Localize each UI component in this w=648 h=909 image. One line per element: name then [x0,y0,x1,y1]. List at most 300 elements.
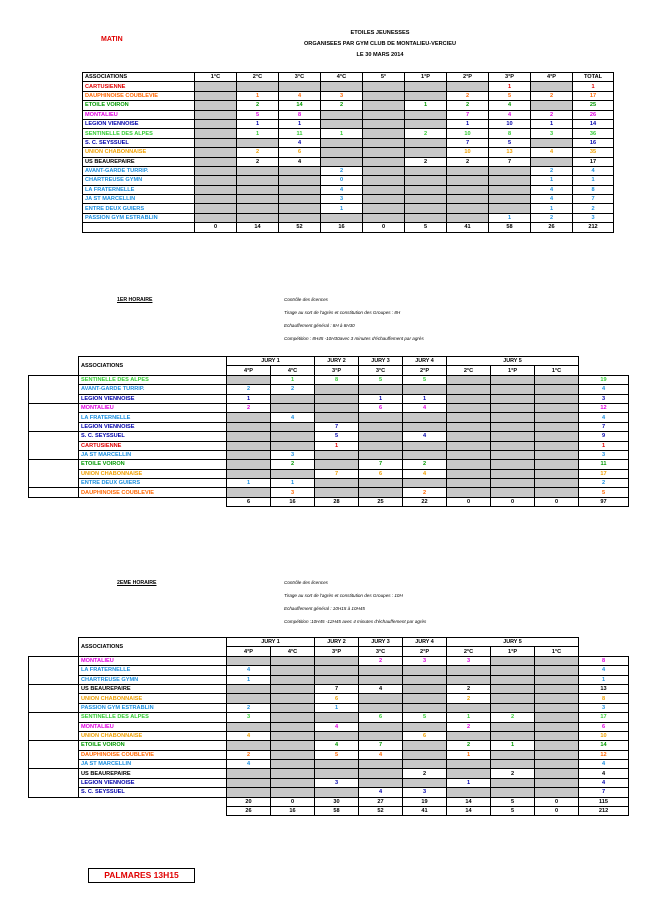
count-cell [403,778,447,787]
count-cell: 1 [237,129,279,138]
count-cell: 7 [447,110,489,119]
column-header: 4°P [531,73,573,82]
count-cell [271,760,315,769]
association-name: S. C. SEYSSUEL [79,432,227,441]
count-cell [535,441,579,450]
total-cell: 5 [405,223,447,232]
table-row [29,760,629,769]
association-name: DAUPHINOISE COUBLEVIE [79,750,227,759]
blank-cell [579,647,629,656]
count-cell [271,788,315,797]
count-cell [359,769,403,778]
association-name: CHARTREUSE GYMN [79,675,227,684]
count-cell [271,394,315,403]
count-cell: 1 [531,204,573,213]
count-cell [447,488,491,497]
blank-cell [29,713,79,722]
count-cell: 4 [489,101,531,110]
table-row [83,176,614,185]
count-cell: 4 [271,413,315,422]
total-cell: 7 [573,195,614,204]
count-cell [359,441,403,450]
count-cell: 4 [531,185,573,194]
count-cell [363,91,405,100]
count-cell: 5 [237,110,279,119]
table-row [83,110,614,119]
horaire1-note: Compétition : 8H45 -10H30avec 3 minutes d'échauffement par agrès [284,336,424,341]
count-cell [491,694,535,703]
count-cell [237,204,279,213]
blank-cell [29,403,79,412]
blank-cell [29,638,79,647]
count-cell: 4 [279,157,321,166]
count-cell: 7 [315,469,359,478]
count-cell [403,385,447,394]
column-header: 3°P [315,366,359,375]
association-name: LEGION VIENNOISE [79,422,227,431]
count-cell [447,385,491,394]
count-cell [491,413,535,422]
count-cell: 3 [321,195,363,204]
totals-row [29,807,629,816]
count-cell [279,176,321,185]
total-cell: 4 [579,778,629,787]
count-cell: 4 [279,91,321,100]
count-cell: 2 [447,101,489,110]
count-cell [321,138,363,147]
count-cell: 4 [315,722,359,731]
table-row [29,375,629,384]
total-cell: 14 [237,223,279,232]
count-cell [315,675,359,684]
count-cell: 4 [403,469,447,478]
count-cell [535,666,579,675]
count-cell [359,694,403,703]
count-cell [405,185,447,194]
total-cell: 8 [579,656,629,665]
jury-header: JURY 1 [227,638,315,647]
count-cell [405,204,447,213]
count-cell: 3 [447,656,491,665]
association-name: UNION CHABONNAISE [83,148,195,157]
count-cell [535,479,579,488]
count-cell [491,450,535,459]
count-cell [271,666,315,675]
count-cell: 1 [271,375,315,384]
association-name: UNION CHABONNAISE [79,469,227,478]
column-header: 1°C [535,366,579,375]
count-cell [315,385,359,394]
jury-header: JURY 4 [403,638,447,647]
count-cell: 2 [447,91,489,100]
blank-cell [29,769,79,778]
count-cell [279,185,321,194]
count-cell: 6 [359,403,403,412]
count-cell [535,432,579,441]
jury-header: JURY 3 [359,638,403,647]
association-name: ETOILE VOIRON [79,460,227,469]
count-cell: 1 [447,713,491,722]
count-cell [271,694,315,703]
count-cell [491,385,535,394]
count-cell: 2 [447,157,489,166]
blank-cell [579,638,629,647]
count-cell [535,760,579,769]
count-cell [531,138,573,147]
count-cell [279,204,321,213]
count-cell: 11 [279,129,321,138]
blank-cell [29,684,79,693]
count-cell [405,176,447,185]
column-header: 2°C [447,366,491,375]
count-cell [403,722,447,731]
count-cell: 2 [227,750,271,759]
total-cell: 4 [573,166,614,175]
count-cell [227,422,271,431]
count-cell [531,101,573,110]
total-cell: 2 [573,204,614,213]
table-row [29,778,629,787]
count-cell [403,413,447,422]
blank-cell [29,750,79,759]
count-cell [447,413,491,422]
count-cell [271,675,315,684]
horaire2-label: 2EME HORAIRE [117,580,157,586]
count-cell [447,675,491,684]
table-row [29,722,629,731]
count-cell: 2 [403,488,447,497]
horaire2-note: Echauffement général : 10H15 à 10H45 [284,606,365,611]
column-header: 4°P [227,647,271,656]
count-cell [227,656,271,665]
count-cell [447,213,489,222]
count-cell [359,479,403,488]
count-cell [447,204,489,213]
horaire1-note: Tirage au sort de l'agrès et constitution des Groupes : 8H [284,310,401,315]
count-cell [535,675,579,684]
table-row [29,450,629,459]
count-cell [359,731,403,740]
total-cell: 16 [321,223,363,232]
count-cell [491,432,535,441]
count-cell: 3 [321,91,363,100]
count-cell [271,703,315,712]
total-cell: 6 [227,497,271,506]
count-cell [271,432,315,441]
table-row [29,769,629,778]
total-cell: 0 [447,497,491,506]
count-cell: 2 [227,385,271,394]
count-cell: 1 [447,119,489,128]
blank-cell [29,422,79,431]
count-cell [279,213,321,222]
count-cell: 5 [315,432,359,441]
column-header: 3°C [359,366,403,375]
count-cell: 7 [315,684,359,693]
jury-header: JURY 4 [403,357,447,366]
total-cell: 26 [531,223,573,232]
association-name: JA ST MARCELLIN [79,760,227,769]
association-name: LA FRATERNELLE [79,666,227,675]
count-cell [271,722,315,731]
total-cell: 27 [359,797,403,806]
column-header: 4°P [227,366,271,375]
count-cell [271,750,315,759]
count-cell [489,176,531,185]
table-row [29,675,629,684]
count-cell [195,91,237,100]
count-cell [447,731,491,740]
count-cell [489,204,531,213]
association-name: SENTINELLE DES ALPES [83,129,195,138]
count-cell: 10 [447,129,489,138]
count-cell [405,213,447,222]
total-cell: 14 [573,119,614,128]
count-cell [363,82,405,91]
blank-cell [29,797,79,806]
column-header: 1°P [491,647,535,656]
total-cell: 41 [403,807,447,816]
count-cell: 4 [315,741,359,750]
table-row [29,666,629,675]
count-cell: 2 [271,460,315,469]
table-row [83,204,614,213]
count-cell [237,176,279,185]
count-cell: 8 [315,375,359,384]
association-name: SENTINELLE DES ALPES [79,713,227,722]
total-cell: 16 [271,497,315,506]
association-name: UNION CHABONNAISE [79,731,227,740]
count-cell [447,460,491,469]
count-cell [491,403,535,412]
totals-row [29,797,629,806]
total-cell: 9 [579,432,629,441]
count-cell [315,656,359,665]
blank-cell [29,357,79,366]
count-cell [489,195,531,204]
count-cell [271,778,315,787]
association-name: S. C. SEYSSUEL [83,138,195,147]
horaire1-note: Echauffement général : 8H à 8H30 [284,323,355,328]
event-date: LE 30 MARS 2014 [356,52,404,58]
table-row [83,148,614,157]
count-cell: 1 [227,479,271,488]
jury-header: JURY 2 [315,357,359,366]
count-cell [227,413,271,422]
count-cell [195,148,237,157]
count-cell [363,129,405,138]
count-cell [447,185,489,194]
table-row [83,101,614,110]
count-cell [535,469,579,478]
count-cell [227,450,271,459]
association-name: US BEAUREPAIRE [79,684,227,693]
count-cell: 1 [227,675,271,684]
count-cell [359,675,403,684]
blank-cell [29,479,79,488]
total-cell: 212 [573,223,614,232]
palmares-box: PALMARES 13H15 [88,868,195,883]
count-cell: 1 [315,703,359,712]
blank-cell [29,722,79,731]
table-row [29,703,629,712]
table-row [83,213,614,222]
count-cell [321,148,363,157]
totals-row [83,223,614,232]
count-cell [363,101,405,110]
count-cell [447,469,491,478]
count-cell [535,375,579,384]
count-cell [315,413,359,422]
table-row [29,432,629,441]
count-cell [447,769,491,778]
count-cell [403,450,447,459]
count-cell [491,375,535,384]
count-cell [359,432,403,441]
blank-cell [579,357,629,366]
count-cell: 4 [403,403,447,412]
total-cell: 41 [447,223,489,232]
count-cell [403,703,447,712]
count-cell [535,694,579,703]
count-cell: 1 [321,129,363,138]
total-cell: 4 [579,760,629,769]
count-cell [535,460,579,469]
count-cell [447,195,489,204]
count-cell: 1 [315,441,359,450]
count-cell: 2 [403,769,447,778]
total-cell: 25 [359,497,403,506]
count-cell: 7 [359,460,403,469]
total-cell: 3 [579,394,629,403]
horaire2-note: Tirage au sort de l'agrès et constitution des Groupes : 10H [284,593,403,598]
association-name: LA FRATERNELLE [83,185,195,194]
count-cell [359,722,403,731]
count-cell: 0 [321,176,363,185]
count-cell: 2 [491,769,535,778]
table-row [29,441,629,450]
count-cell [227,778,271,787]
column-header: 3°P [315,647,359,656]
blank-cell [579,366,629,375]
column-header: 2°C [237,73,279,82]
count-cell [271,731,315,740]
horaire2-note: Compétition :10H45 -12H45 avec 4 minutes d'échauffement par agrès [284,619,427,624]
count-cell [227,741,271,750]
table-row [29,479,629,488]
column-header: 3°P [489,73,531,82]
count-cell [403,760,447,769]
count-cell [315,713,359,722]
total-cell: 0 [195,223,237,232]
count-cell: 2 [321,101,363,110]
count-cell [359,385,403,394]
count-cell [535,403,579,412]
table-row [83,138,614,147]
count-cell: 6 [403,731,447,740]
count-cell [491,488,535,497]
total-cell: 0 [535,807,579,816]
jury-header: JURY 2 [315,638,359,647]
count-cell [535,684,579,693]
total-cell: 115 [579,797,629,806]
count-cell [491,750,535,759]
count-cell [315,450,359,459]
event-organizer: ORGANISEES PAR GYM CLUB DE MONTALIEU-VERCIEU [303,41,457,47]
total-cell: 13 [579,684,629,693]
count-cell: 7 [315,422,359,431]
horaire1-table [28,356,629,507]
count-cell [491,422,535,431]
count-cell [491,479,535,488]
jury-header: JURY 5 [447,357,579,366]
total-cell: 0 [535,797,579,806]
total-cell: 14 [579,741,629,750]
association-name: MONTALIEU [79,403,227,412]
count-cell [491,675,535,684]
table-row [83,195,614,204]
count-cell [237,166,279,175]
blank-cell [29,656,79,665]
table-row [83,91,614,100]
blank-cell [29,807,79,816]
count-cell [279,166,321,175]
count-cell: 1 [321,204,363,213]
count-cell [271,769,315,778]
total-cell: 4 [579,769,629,778]
count-cell [195,138,237,147]
count-cell [447,394,491,403]
total-cell: 3 [579,703,629,712]
count-cell [403,684,447,693]
count-cell: 5 [489,91,531,100]
count-cell [535,450,579,459]
column-header: 5° [363,73,405,82]
count-cell: 1 [237,119,279,128]
association-name: MONTALIEU [79,656,227,665]
count-cell [271,741,315,750]
table-row [29,469,629,478]
count-cell: 14 [279,101,321,110]
count-cell [491,666,535,675]
total-cell: 4 [579,666,629,675]
count-cell: 7 [489,157,531,166]
total-cell: 2 [579,479,629,488]
count-cell [535,741,579,750]
association-name: US BEAUREPAIRE [79,769,227,778]
count-cell [447,450,491,459]
count-cell: 4 [359,684,403,693]
count-cell: 4 [359,788,403,797]
count-cell [405,82,447,91]
count-cell [359,666,403,675]
blank-cell [29,394,79,403]
count-cell [363,138,405,147]
total-cell: 8 [573,185,614,194]
association-name: DAUPHINOISE COUBLEVIE [79,488,227,497]
count-cell [363,119,405,128]
total-cell: 12 [579,403,629,412]
count-cell [405,119,447,128]
column-header: 1°C [195,73,237,82]
count-cell: 5 [403,375,447,384]
count-cell: 6 [315,694,359,703]
column-header: 4°C [271,366,315,375]
count-cell [405,166,447,175]
count-cell [491,460,535,469]
count-cell [271,422,315,431]
table-row [29,713,629,722]
